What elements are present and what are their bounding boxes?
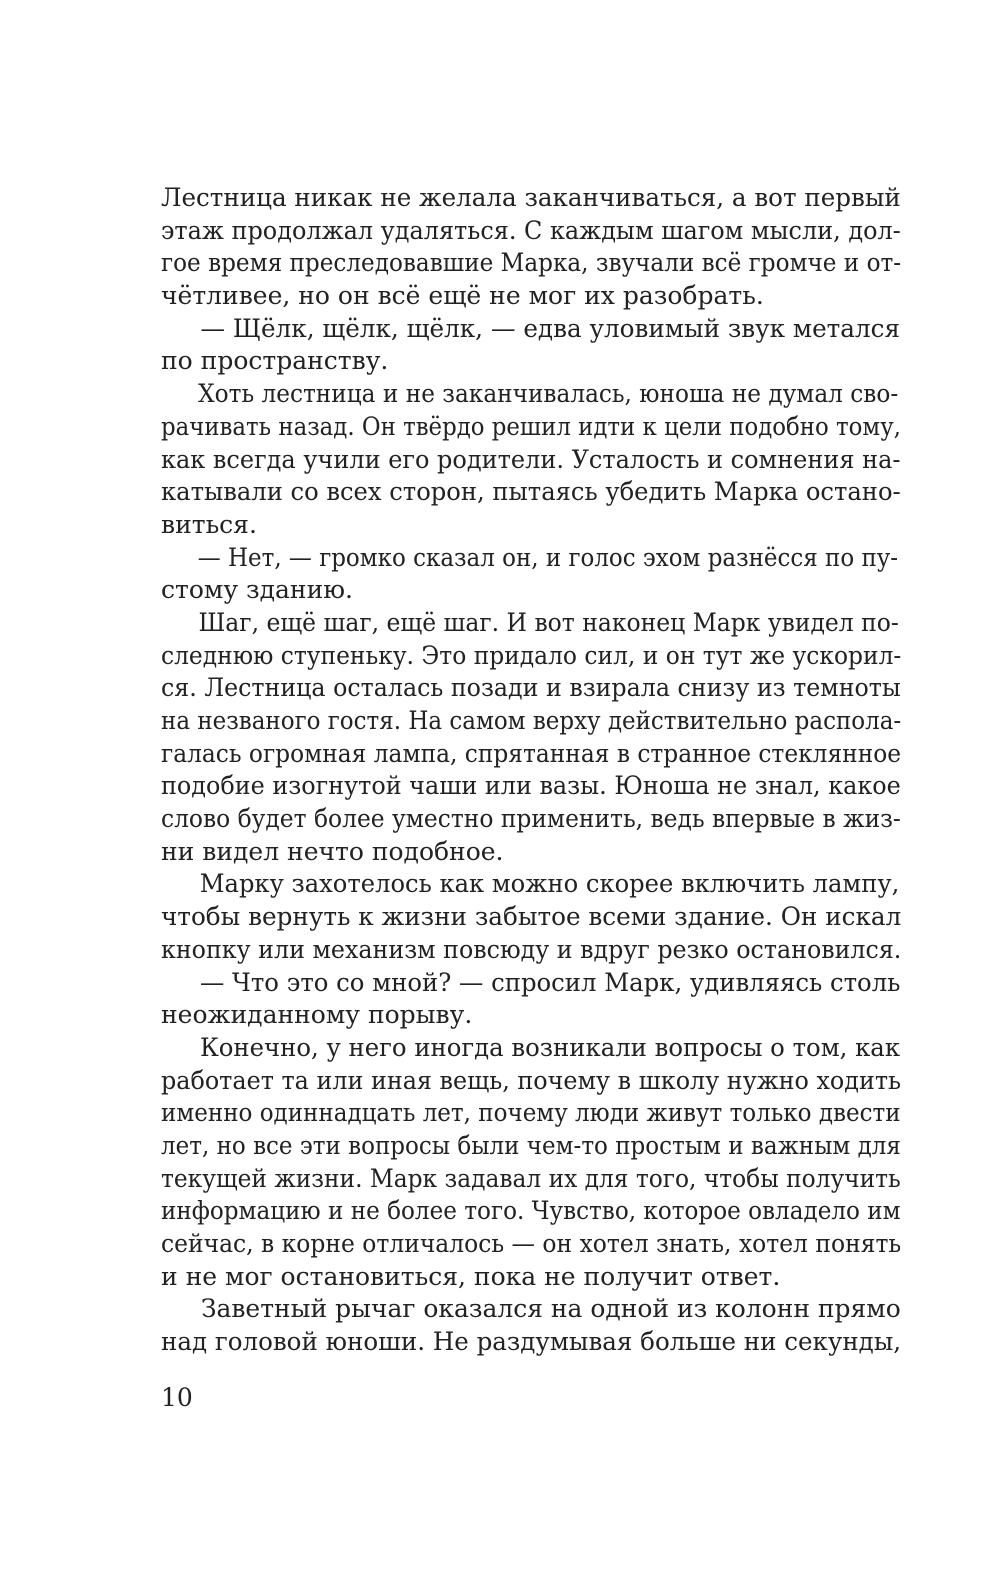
text-line: лет, но все эти вопросы были чем-то простым и важным для (161, 1130, 901, 1160)
text-line: Марку захотелось как можно скорее включить лампу, (199, 869, 900, 899)
text-line: текущей жизни. Марк задавал их для того, чтобы получить (161, 1163, 901, 1193)
text-line: стому зданию. (161, 575, 353, 605)
text-line: именно одиннадцать лет, почему люди живут только двести (161, 1098, 901, 1128)
text-line: над головой юноши. Не раздумывая больше ни секунды, (161, 1327, 902, 1357)
text-line: подобие изогнутой чаши или вазы. Юноша не знал, какое (161, 771, 901, 801)
text-line: работает та или иная вещь, почему в школу нужно ходить (161, 1065, 902, 1095)
text-line: чтобы вернуть к жизни забытое всеми здание. Он искал (161, 902, 902, 932)
text-line: Конечно, у него иногда возникали вопросы о том, как (199, 1032, 901, 1062)
text-line: Хоть лестница и не заканчивалась, юноша не думал сво- (198, 379, 899, 409)
text-line: сейчас, в корне отличалось — он хотел знать, хотел понять (161, 1229, 902, 1258)
text-line: информацию и не более того. Чувство, которое овладело им (161, 1196, 901, 1226)
text-line: ни видел нечто подобное. (161, 836, 504, 866)
text-line: гое время преследовавшие Марка, звучали всё громче и от- (161, 248, 902, 278)
text-line: этаж продолжал удаляться. С каждым шагом мысли, дол- (161, 215, 901, 245)
text-line: и не мог остановиться, пока не получит ответ. (161, 1261, 781, 1291)
page-number: 10 (161, 1383, 193, 1412)
text-line: чётливее, но он всё ещё не мог их разобрать. (161, 281, 764, 311)
text-line: — Что это со мной? — спросил Марк, удивляясь столь (199, 967, 901, 997)
text-line: Лестница никак не желала заканчиваться, а вот первый (161, 183, 901, 212)
text-line: ся. Лестница осталась позади и взирала снизу из темноты (161, 673, 901, 703)
body-text (161, 182, 901, 1359)
text-line: — Щёлк, щёлк, щёлк, — едва уловимый звук метался (200, 313, 901, 343)
text-line: неожиданному порыву. (161, 1000, 473, 1030)
text-line: виться. (161, 509, 257, 539)
text-line: кнопку или механизм повсюду и вдруг резко остановился. (161, 934, 902, 964)
text-line: рачивать назад. Он твёрдо решил идти к цели подобно тому, (161, 411, 901, 441)
text-line: — Нет, — громко сказал он, и голос эхом разнёсся по пу- (197, 542, 899, 572)
text-line: галась огромная лампа, спрятанная в странное стеклянное (161, 738, 902, 768)
text-line: Заветный рычаг оказался на одной из колонн прямо (200, 1294, 901, 1324)
text-line: по пространству. (161, 346, 389, 376)
text-line: на незваного гостя. На самом верху действительно распола- (161, 706, 902, 735)
text-line: следнюю ступеньку. Это придало сил, и он тут же ускорил- (161, 640, 902, 670)
text-line: слово будет более уместно применить, ведь впервые в жиз- (161, 804, 901, 834)
text-line: Шаг, ещё шаг, ещё шаг. И вот наконец Марк увидел по- (198, 607, 899, 637)
text-line: как всегда учили его родители. Усталость и сомнения на- (161, 444, 901, 474)
text-line: катывали со всех сторон, пытаясь убедить Марка остано- (161, 477, 901, 507)
